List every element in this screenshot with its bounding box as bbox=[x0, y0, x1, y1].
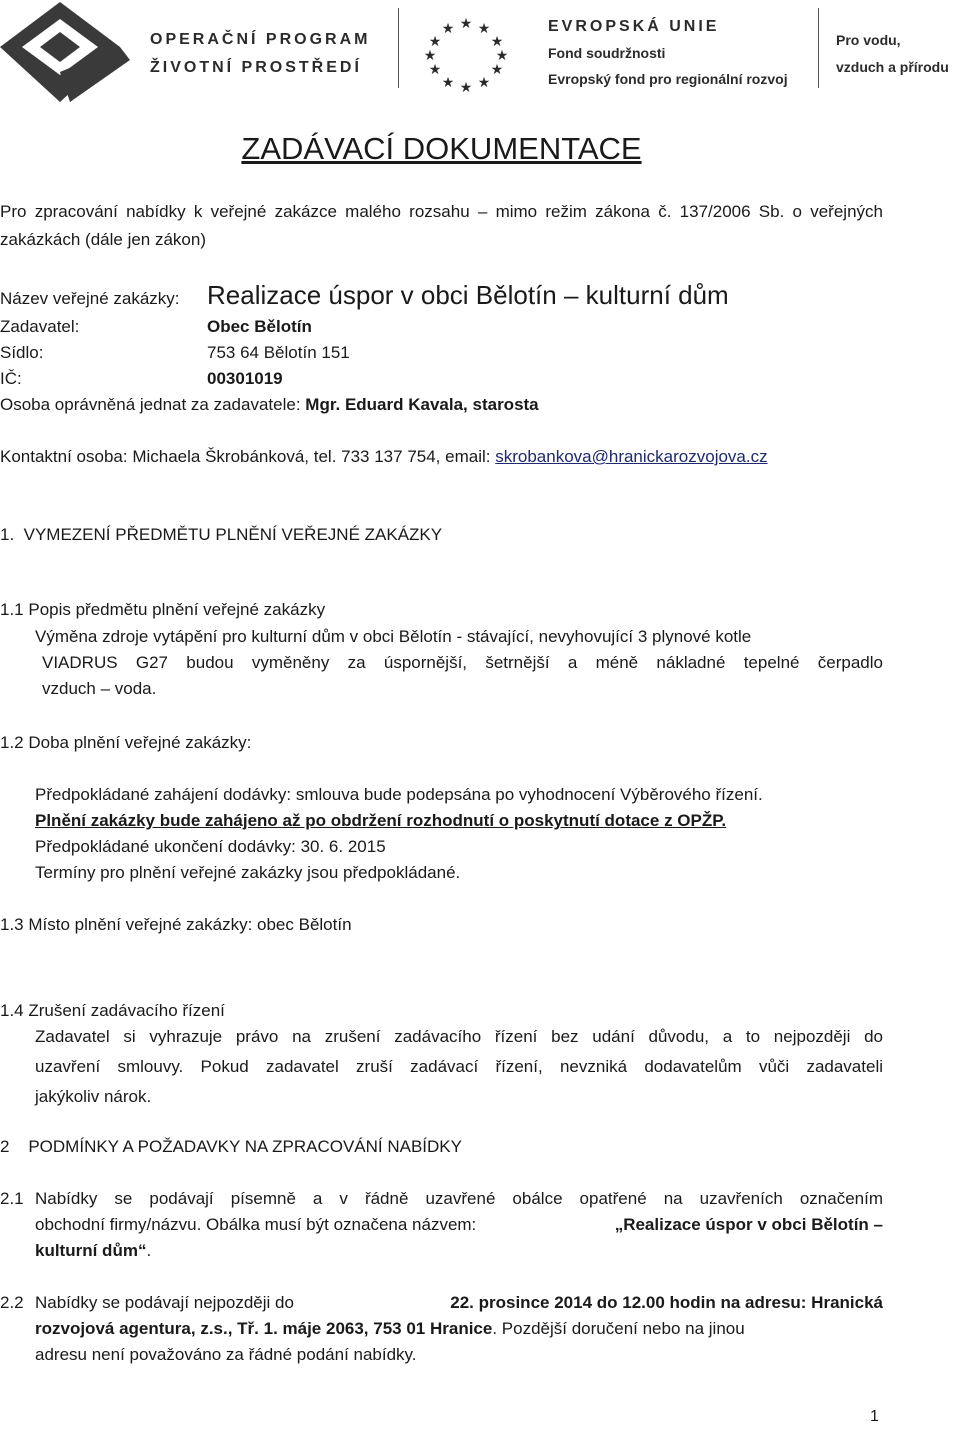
s22-line1-bold: 22. prosince 2014 do 12.00 hodin na adresu: Hranická bbox=[450, 1293, 883, 1312]
s22-line3: adresu není považováno za řádné podání nabídky. bbox=[35, 1345, 417, 1364]
svg-text:★: ★ bbox=[441, 75, 455, 91]
s12-heading: 1.2 Doba plnění veřejné zakázky: bbox=[0, 733, 252, 752]
header-divider bbox=[398, 8, 399, 88]
svg-text:★: ★ bbox=[495, 48, 508, 64]
ic-label: IČ: bbox=[0, 369, 22, 388]
header-divider-2 bbox=[818, 8, 819, 88]
ic-row bbox=[0, 366, 283, 392]
osoba-row bbox=[0, 392, 539, 418]
s11-heading: 1.1 Popis předmětu plnění veřejné zakázky bbox=[0, 600, 326, 619]
intro-paragraph: Pro zpracování nabídky k veřejné zakázce malého rozsahu – mimo režim zákona č. 137/2006 Sb. o veřejných zakázkách (dále jen zákon) bbox=[0, 202, 883, 249]
s21-line3-end: . bbox=[146, 1241, 152, 1260]
zadavatel-value: Obec Bělotín bbox=[207, 317, 312, 336]
slogan-line2: vzduch a přírodu bbox=[836, 59, 949, 75]
s12-line2: Plnění zakázky bude zahájeno až po obdržení rozhodnutí o poskytnutí dotace z OPŽP. bbox=[35, 811, 727, 830]
osoba-value: Mgr. Eduard Kavala, starosta bbox=[305, 395, 539, 414]
contract-name-row bbox=[0, 282, 900, 312]
s14-line1: Zadavatel si vyhrazuje právo na zrušení zadávacího řízení bez udání důvodu, a to nejpozději do bbox=[35, 1027, 883, 1046]
oppz-logo bbox=[0, 2, 135, 102]
s12-line3: Předpokládané ukončení dodávky: 30. 6. 2015 bbox=[35, 837, 386, 856]
s21-line3 bbox=[35, 1238, 151, 1264]
s22-number: 2.2 bbox=[0, 1293, 24, 1312]
section2-heading: 2 PODMÍNKY A POŽADAVKY NA ZPRACOVÁNÍ NABÍDKY bbox=[0, 1137, 462, 1156]
svg-text:★: ★ bbox=[441, 21, 455, 37]
eu-fund1: Fond soudržnosti bbox=[548, 45, 666, 61]
kontakt-text: Kontaktní osoba: Michaela Škrobánková, tel. 733 137 754, email: bbox=[0, 447, 491, 466]
osoba-label: Osoba oprávněná jednat za zadavatele: bbox=[0, 395, 301, 414]
contract-name-label: Název veřejné zakázky: bbox=[0, 289, 180, 308]
zadavatel-label: Zadavatel: bbox=[0, 317, 80, 336]
s12-line4: Termíny pro plnění veřejné zakázky jsou předpokládané. bbox=[35, 863, 461, 882]
s22-line1-text: Nabídky se podávají nejpozději do bbox=[35, 1293, 294, 1312]
s11-line2: VIADRUS G27 budou vyměněny za úspornější, šetrnější a méně nákladné tepelné čerpadlo bbox=[42, 653, 883, 672]
sidlo-value: 753 64 Bělotín 151 bbox=[207, 343, 350, 362]
kontakt-email-link[interactable]: skrobankova@hranickarozvojova.cz bbox=[495, 447, 768, 466]
ic-value: 00301019 bbox=[207, 369, 283, 388]
eu-title: EVROPSKÁ UNIE bbox=[548, 18, 720, 35]
eu-flag-stars bbox=[424, 14, 508, 94]
sidlo-label: Sídlo: bbox=[0, 343, 44, 362]
svg-text:★: ★ bbox=[477, 21, 491, 37]
svg-text:★: ★ bbox=[459, 80, 473, 94]
document-title: ZADÁVACÍ DOKUMENTACE bbox=[241, 131, 642, 166]
svg-text:★: ★ bbox=[490, 62, 504, 78]
sidlo-row bbox=[0, 340, 350, 366]
section1-heading: 1. VYMEZENÍ PŘEDMĚTU PLNĚNÍ VEŘEJNÉ ZAKÁZKY bbox=[0, 525, 443, 544]
s21-line2-text: obchodní firmy/názvu. Obálka musí být označena názvem: bbox=[35, 1215, 477, 1234]
svg-text:★: ★ bbox=[428, 62, 442, 78]
svg-text:★: ★ bbox=[459, 16, 473, 32]
svg-text:★: ★ bbox=[424, 48, 437, 64]
oppz-logo-icon bbox=[0, 2, 135, 102]
s21-line2-bold: „Realizace úspor v obci Bělotín – bbox=[614, 1215, 883, 1234]
svg-text:★: ★ bbox=[490, 34, 504, 50]
svg-text:★: ★ bbox=[477, 75, 491, 91]
s21-line2 bbox=[35, 1212, 883, 1238]
s22-line1 bbox=[35, 1290, 883, 1316]
contract-name-value: Realizace úspor v obci Bělotín – kulturní dům bbox=[207, 280, 729, 310]
page-number: 1 bbox=[870, 1408, 879, 1425]
zadavatel-row bbox=[0, 314, 312, 340]
s21-line3-bold: kulturní dům“ bbox=[35, 1241, 147, 1260]
s21-line1: Nabídky se podávají písemně a v řádně uzavřené obálce opatřené na uzavřeních označením bbox=[35, 1189, 883, 1208]
s22-line2-text: . Pozdější doručení nebo na jinou bbox=[492, 1319, 745, 1338]
eu-fund2: Evropský fond pro regionální rozvoj bbox=[548, 71, 788, 87]
s12-line1: Předpokládané zahájení dodávky: smlouva bude podepsána po vyhodnocení Výběrového řízení. bbox=[35, 785, 763, 804]
s22-line2 bbox=[35, 1316, 883, 1342]
oppz-line1: OPERAČNÍ PROGRAM bbox=[150, 31, 371, 48]
kontakt-row bbox=[0, 444, 768, 470]
eu-stars-icon bbox=[424, 14, 508, 94]
s14-heading: 1.4 Zrušení zadávacího řízení bbox=[0, 1001, 225, 1020]
slogan-line1: Pro vodu, bbox=[836, 32, 901, 48]
s11-line3: vzduch – voda. bbox=[42, 679, 157, 698]
s13-line: 1.3 Místo plnění veřejné zakázky: obec Bělotín bbox=[0, 915, 352, 934]
oppz-line2: ŽIVOTNÍ PROSTŘEDÍ bbox=[150, 59, 362, 76]
s14-line2: uzavření smlouvy. Pokud zadavatel zruší zadávací řízení, nevzniká dodavatelům vůči zadavateli bbox=[35, 1057, 883, 1076]
s14-line3: jakýkoliv nárok. bbox=[35, 1087, 152, 1106]
s21-number: 2.1 bbox=[0, 1189, 24, 1208]
s22-line2-bold: rozvojová agentura, z.s., Tř. 1. máje 2063, 753 01 Hranice bbox=[35, 1319, 493, 1338]
s11-line1: Výměna zdroje vytápění pro kulturní dům v obci Bělotín - stávající, nevyhovující 3 plynové kotle bbox=[35, 627, 752, 646]
svg-text:★: ★ bbox=[428, 34, 442, 50]
